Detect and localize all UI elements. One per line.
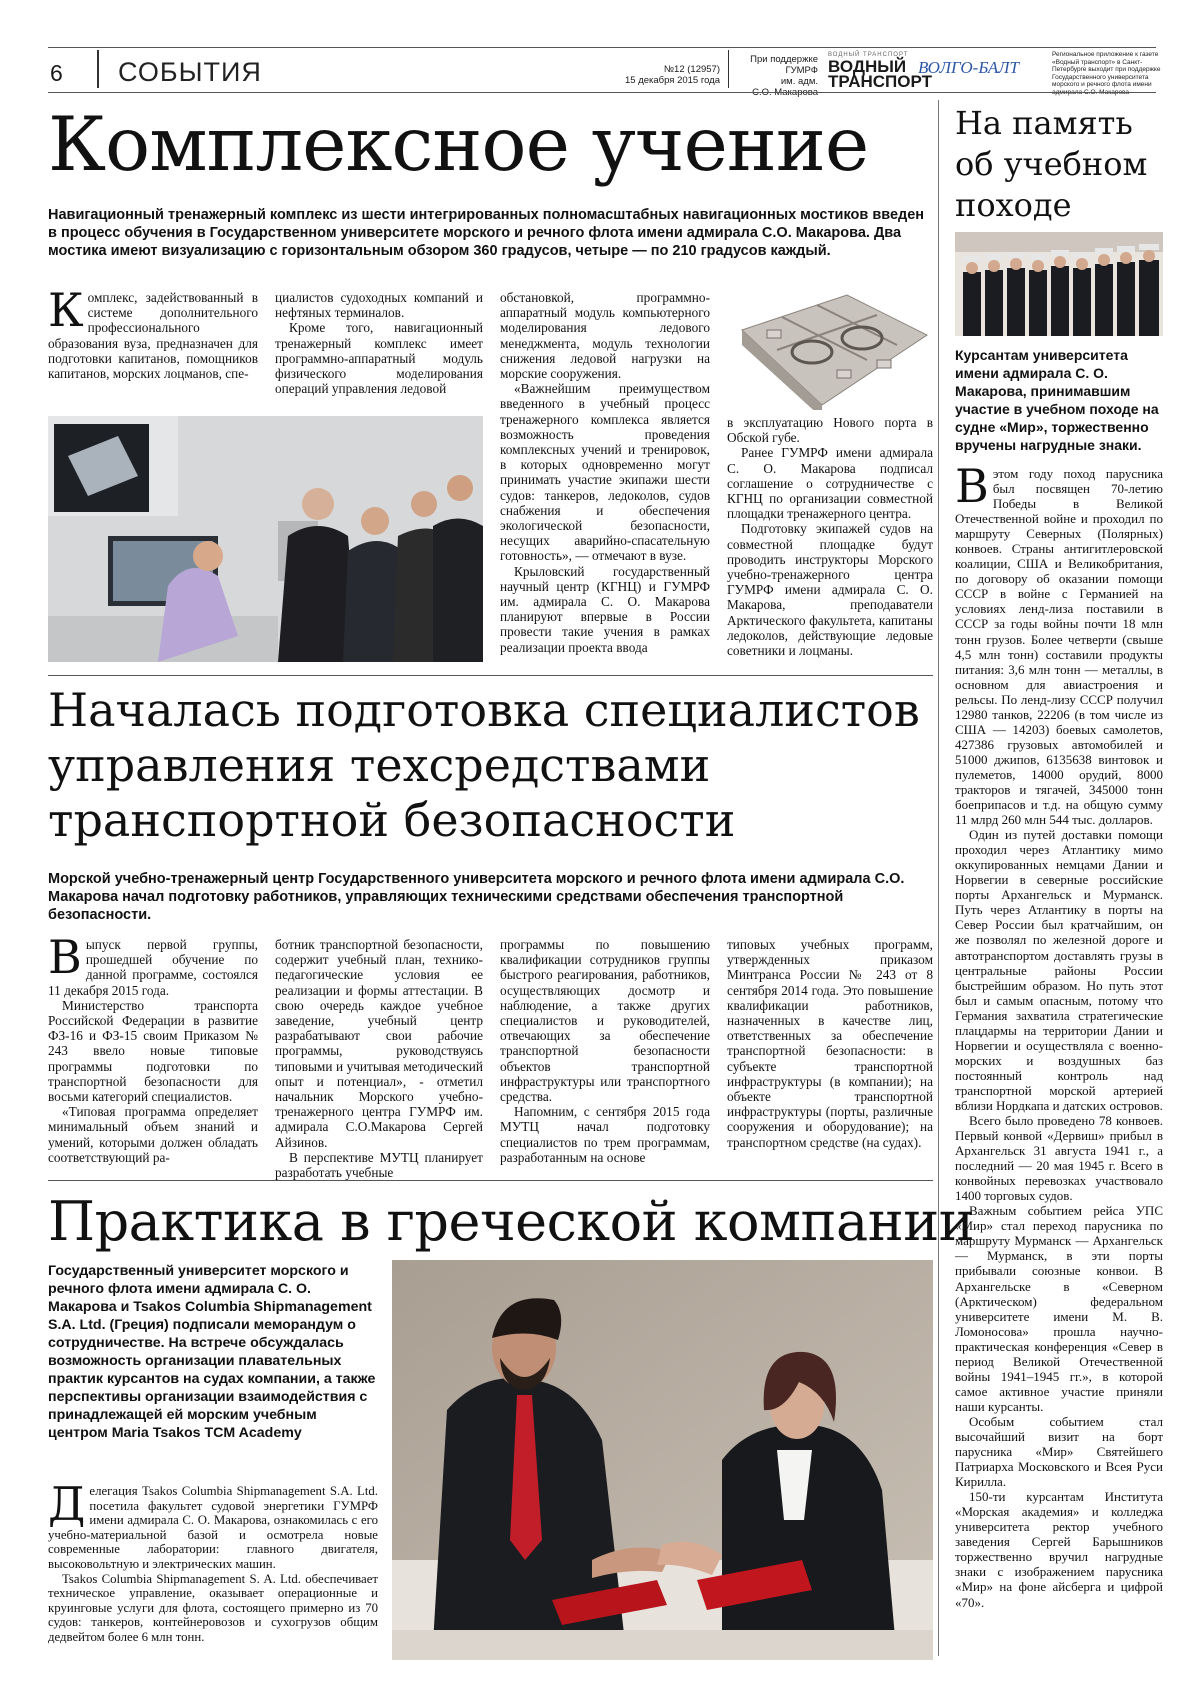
paragraph: Важным событием рейса УПС «Мир» стал переход парусника по маршруту Мурманск — Архангельск — Мурманск, в эти порты прибывали союзные конвои. В Архангельске в «Северном (Арктическом) федеральном университете имени М. В. Ломоносова» прошла научно-практическая конференция «Север в период Великой Отечественной войны 1941–1945 гг.», в которой самое активное участие приняли наши курсанты. bbox=[955, 1203, 1163, 1414]
paragraph: Кроме того, навигационный тренажерный комплекс имеет программно-аппаратный модуль физического моделирования операций управления ледовой bbox=[275, 320, 483, 397]
article4-lead: Курсантам университета имени адмирала С. О. Макарова, принимавшим участие в учебном походе на судне «Мир», торжественно вручены нагрудные знаки. bbox=[955, 347, 1159, 453]
issue-info bbox=[620, 64, 720, 86]
article2-column-1 bbox=[48, 930, 258, 1165]
handshake-photo bbox=[392, 1260, 933, 1660]
paragraph: 150-ти курсантам Института «Морская академия» и колледжа университета ректор учебного заведения Сергей Барышников торжественно вручил нагрудные знаки с изображением парусника «Мир» на фоне айсберга и цифрой «70». bbox=[955, 1489, 1163, 1610]
support-line: им. адм. bbox=[780, 76, 818, 87]
issue-date: 15 декабря 2015 года bbox=[624, 75, 720, 86]
article2-column-2 bbox=[275, 937, 483, 1180]
paragraph: Tsakos Columbia Shipmanagement S. A. Ltd. обеспечивает техническое управление, оказывает операционные и круинговые услуги для флота, состоящего примерно из 70 судов: танкеров, контейнеровозов и сухогрузов общим дедвейтом более 6 млн тонн. bbox=[48, 1571, 378, 1644]
issue-number: №12 (12957) bbox=[663, 64, 720, 75]
paragraph: циалистов судоходных компаний и нефтяных терминалов. bbox=[275, 290, 483, 321]
article2-lead: Морской учебно-тренажерный центр Государственного университета морского и речного флота имени адмирала С.О. Макарова начал подготовку работников, управляющих техническими средствами обеспечения транспортной безопасности. bbox=[48, 871, 905, 923]
page-number: 6 bbox=[50, 60, 63, 86]
simulator-layout-diagram bbox=[727, 290, 933, 410]
article3-body bbox=[48, 1477, 378, 1645]
paragraph: Ранее ГУМРФ имени адмирала С. О. Макарова подписал соглашение о сотрудничестве с КГНЦ по организации совместной площадки тренажерного центра. bbox=[727, 445, 933, 522]
dropcap: В bbox=[48, 930, 82, 984]
paragraph: Напомним, с сентября 2015 года МУТЦ начал подготовку специалистов по трем программам, разработанным на основе bbox=[500, 1104, 710, 1165]
logo-tagline: ВОДНЫЙ ТРАНСПОРТ bbox=[828, 52, 909, 58]
header-divider bbox=[97, 50, 99, 88]
article1-column-1 bbox=[48, 283, 258, 382]
paragraph: Один из путей доставки помощи проходил через Атлантику мимо оккупированных немцами Дании и Норвегии в северные российские порты Архангельск и Мурманск. Путь через Атлантику в порты на Север России был кратчайшим, он же позволял по железной дороге и автотранспортом доставлять грузы в центральные районы России быстрейшим образом. Но путь этот был и самым опасным, потому что Германия захватила стратегические плацдармы на территории Дании и Норвегии и осуществляла с военно-морских и воздушных баз постоянный контроль над транспортной морской артерией вблизи Нордкапа и датских островов. bbox=[955, 827, 1163, 1113]
article1-column-4 bbox=[727, 415, 933, 658]
headline-line: Началась подготовка специалистов bbox=[48, 683, 920, 737]
headline-line: об учебном bbox=[955, 145, 1148, 183]
supplement-note: Региональное приложение к газете «Водный транспорт» в Санкт-Петербурге выходит при поддержке Государственного университета морского и речного флота имени bbox=[1052, 51, 1161, 88]
headline-line: походе bbox=[955, 186, 1072, 224]
header-bottom-rule bbox=[48, 92, 1156, 93]
paragraph: «Типовая программа определяет минимальный объем знаний и умений, которыми должен обладать соответствующий ра- bbox=[48, 1104, 258, 1165]
article2-headline bbox=[48, 683, 933, 848]
paragraph: елегация Tsakos Columbia Shipmanagement S.A. Ltd. посетила факультет судовой энергетики ГУМРФ имени адмирала С. О. Макарова, ознакомилась с его учебно-материальной базой и осмотрела новые современные лаборатории: главного двигателя, высоковольтную и электрических машин. bbox=[48, 1484, 378, 1571]
paragraph: программы по повышению квалификации сотрудников группы быстрого реагирования, работников, осуществляющих досмотр и наблюдение, а также других специалистов и руководителей, отвечающих за обеспечение транспортной безопасности объектов транспортной инфраструктуры или транспортного средства. bbox=[500, 937, 710, 1105]
paragraph: В перспективе МУТЦ планирует разработать учебные bbox=[275, 1149, 483, 1181]
article1-lead: Навигационный тренажерный комплекс из шести интегрированных полномасштабных навигационных мостиков введен в процесс обучения в Государственном университете морского и речного флота имени адмирала С.О. Макарова. Два мостика имеют визуализацию с горизонтальным обзором 360 градусов, четыре — по 210 градусов каждый. bbox=[48, 207, 925, 259]
article1-headline: Комплексное учение bbox=[48, 100, 869, 188]
article1-column-2 bbox=[275, 290, 483, 396]
logo-title-line: ТРАНСПОРТ bbox=[828, 72, 933, 91]
article2-column-3 bbox=[500, 937, 710, 1165]
paragraph: этом году поход парусника был посвящен 70-летию Победы в Великой Отечественной войне и проходил по маршруту Северных (Полярных) конвоев. Страны антигитлеровской коалиции, США и Великобритания, по договору об оказании помощи СССР в войне с Германией на условиях ленд-лиза поставили в СССР за годы войны почти 18 млн тонн грузов. Более четверти (свыше 4,5 млн тонн) составили продукты питания: 3,6 млн тонн — металлы, в основном для авиастроения и рельсы. По ленд-лизу СССР получил 12980 танков, 22206 (в том числе из США — 14203) боевых самолетов, 427386 грузовых автомобилей и 51000 джипов, 6135638 винтовок и пулеметов, 14000 орудий, 8000 тракторов и тягачей, 345000 тонн боеприпасов и т.д. на общую сумму 11 млрд 260 млн 544 тыс. долларов. bbox=[955, 466, 1163, 828]
article4-headline bbox=[955, 103, 1165, 226]
paragraph: ыпуск первой группы, прошедшей обучение по данной программе, состоялся 11 декабря 2015 года. bbox=[48, 937, 258, 998]
paragraph: Подготовку экипажей судов на совместной площадке будут проводить инструкторы Морского учебно-тренажерного центра ГУМРФ имени адмирала С. О. Макарова, преподаватели Арктического факультета, капитаны ледоколов, действующие ледовые советники и лоцманы. bbox=[727, 521, 933, 659]
cadets-photo bbox=[955, 232, 1163, 336]
article1-column-3 bbox=[500, 290, 710, 655]
article4-body bbox=[955, 459, 1163, 1610]
logo-title-line: ВОДНЫЙ bbox=[828, 57, 907, 76]
logo-title bbox=[828, 57, 933, 91]
paragraph: Министерство транспорта Российской Федерации в развитие ФЗ-16 и ФЗ-15 своим Приказом № 243 ввело новые типовые программы подготовки по транспортной безопасности для восьми категорий специалистов. bbox=[48, 997, 258, 1105]
article2-column-4 bbox=[727, 937, 933, 1150]
article1-text: омплекс, задействованный в системе дополнительного профессионального образования вуза, предназначен для подготовки капитанов, помощников капитанов, морских лоцманов, спе- bbox=[48, 290, 258, 382]
logo-volgo-balt: ВОЛГО-БАЛТ bbox=[918, 58, 1019, 77]
paragraph: Особым событием стал высочайший визит на борт парусника «Мир» Святейшего Патриарха Московского и Всея Руси Кирилла. bbox=[955, 1413, 1163, 1490]
simulator-photo bbox=[48, 416, 483, 662]
paragraph: ботник транспортной безопасности, содержит учебный план, технико-педагогические условия ее реализации и формы аттестации. В свою очередь каждое учебное заведение, учебный центр разрабатывают свои рабочие программы, руководствуясь типовыми и учитывая методический опыт и потенциал», - отметил начальник Морского учебно-тренажерного центра ГУМРФ им. адмирала С.О.Макарова Сергей Айзинов. bbox=[275, 937, 483, 1150]
article3-headline: Практика в греческой компании bbox=[48, 1190, 975, 1253]
paragraph: в эксплуатацию Нового порта в Обской губе. bbox=[727, 415, 933, 446]
dropcap: В bbox=[955, 459, 989, 513]
paragraph: Всего было проведено 78 конвоев. Первый конвой «Дервиш» прибыл в Архангельск 31 августа 1941 г., а последний — 20 мая 1945 г. Всего в конвойных перевозках участвовало 1400 торговых судов. bbox=[955, 1113, 1163, 1204]
section-title: СОБЫТИЯ bbox=[118, 57, 262, 87]
newspaper-logo bbox=[828, 52, 1043, 90]
paragraph: Крыловский государственный научный центр (КГНЦ) и ГУМРФ им. адмирала С. О. Макарова планируют впервые в России провести такие учения в рамках реализации проекта ввода bbox=[500, 563, 710, 655]
article-divider bbox=[48, 1180, 933, 1181]
paragraph: типовых учебных программ, утвержденных приказом Минтранса России № 243 от 8 сентября 2014 года. Это повышение квалификации работников, назначенных в качестве лиц, ответственных за обеспечение транспортной безопасности: в субъекте транспортной инфраструктуры (в компании); на объекте транспортной инфраструктуры (порты, различные сооружения и оборудование); на транспортном средстве (на судах). bbox=[727, 937, 933, 1150]
header-divider-2 bbox=[728, 50, 729, 88]
paragraph: «Важнейшим преимуществом введенного в учебный процесс тренажерного комплекса является возможность проведения комплексных учений и тренировок, в которых одновременно могут принимать участие экипажи шести судов: танкеров, ледоколов, судов снабжения и обеспечения экологической безопасности, несущих аварийно-спасательную готовность», — отмечают в вузе. bbox=[500, 381, 710, 564]
column-rule bbox=[938, 100, 939, 1656]
dropcap: К bbox=[48, 283, 84, 337]
header-top-rule bbox=[48, 47, 1156, 48]
headline-line: На память bbox=[955, 104, 1133, 142]
article-divider bbox=[48, 675, 933, 676]
support-line: При поддержке bbox=[750, 54, 818, 65]
support-line: ГУМРФ bbox=[785, 65, 818, 76]
headline-line: транспортной безопасности bbox=[48, 793, 736, 847]
paragraph: обстановкой, программно-аппаратный модуль компьютерного моделирования ледового менеджмента, модуль технологии снижения ледовой нагрузки на морские сооружения. bbox=[500, 290, 710, 382]
headline-line: управления техсредствами bbox=[48, 738, 711, 792]
article3-lead: Государственный университет морского и речного флота имени адмирала С. О. Макарова и Tsakos Columbia Shipmanagement S.A. Ltd. (Греция) подписали меморандум о сотрудничестве. На встрече обсуждалась возможность организации плавательных практик курсантов на судах компании, а также перспективы организации взаимодействия с принадлежащей ей морским учебным центром Maria Tsakos TCM Academy bbox=[48, 1263, 376, 1441]
dropcap: Д bbox=[48, 1477, 86, 1531]
